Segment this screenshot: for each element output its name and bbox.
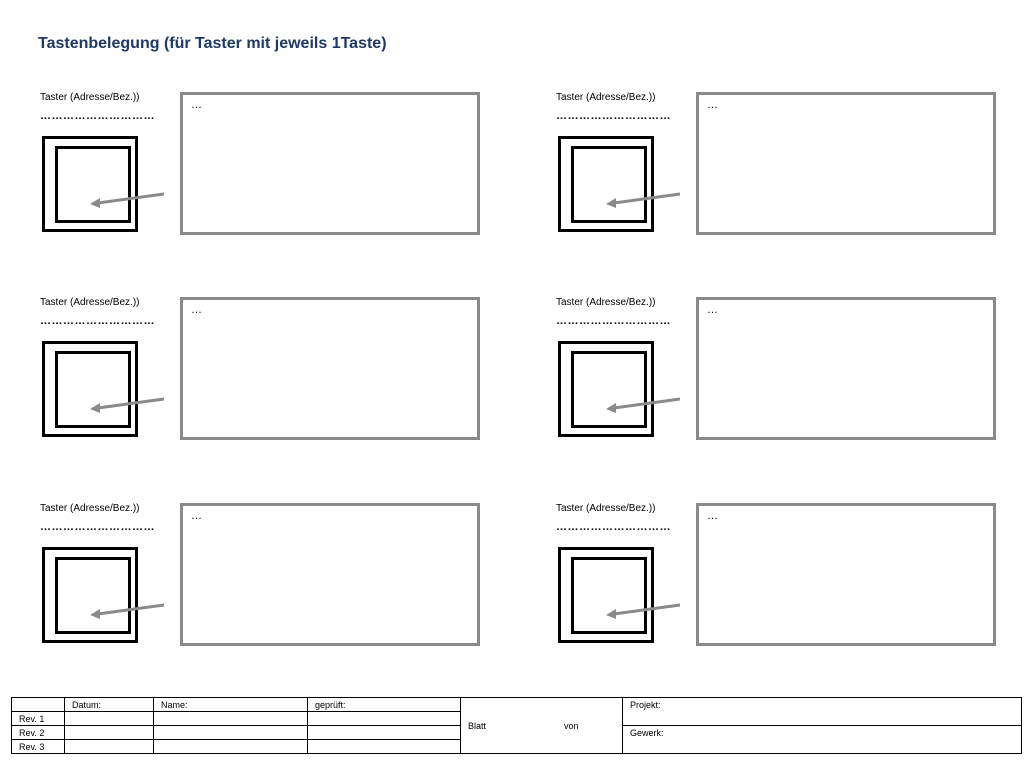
push-button-icon (558, 341, 654, 437)
blatt-label: Blatt (468, 720, 487, 731)
rev3-label: Rev. 3 (12, 740, 65, 754)
button-label: Taster (Adresse/Bez.)) (40, 297, 140, 308)
button-address-placeholder: ………………………… (40, 315, 155, 327)
push-button-icon (558, 136, 654, 232)
button-address-placeholder: ………………………… (40, 110, 155, 122)
rev1-name-cell[interactable] (154, 712, 308, 726)
assignment-box[interactable] (696, 92, 996, 235)
rev2-geprueft-cell[interactable] (308, 726, 461, 740)
page-title: Tastenbelegung (für Taster mit jeweils 1Taste) (38, 35, 387, 52)
name-header: Name: (154, 698, 308, 712)
rev2-name-cell[interactable] (154, 726, 308, 740)
push-button-icon (42, 341, 138, 437)
button-cell-4 (554, 297, 1024, 457)
push-button-icon (558, 547, 654, 643)
von-label: von (564, 720, 579, 731)
button-label: Taster (Adresse/Bez.)) (40, 503, 140, 514)
assignment-box[interactable] (180, 92, 480, 235)
push-button-icon (42, 136, 138, 232)
rev2-label: Rev. 2 (12, 726, 65, 740)
geprueft-header: geprüft: (308, 698, 461, 712)
rev1-datum-cell[interactable] (65, 712, 154, 726)
button-cell-5 (38, 503, 508, 663)
rev1-label: Rev. 1 (12, 712, 65, 726)
assignment-text: … (191, 510, 202, 522)
button-label: Taster (Adresse/Bez.)) (40, 92, 140, 103)
gewerk-label: Gewerk: (630, 728, 664, 738)
button-address-placeholder: ………………………… (556, 110, 671, 122)
button-cell-3 (38, 297, 508, 457)
button-cell-6 (554, 503, 1024, 663)
projekt-label: Projekt: (630, 700, 661, 710)
rev3-geprueft-cell[interactable] (308, 740, 461, 754)
assignment-box[interactable] (696, 297, 996, 440)
assignment-text: … (707, 99, 718, 111)
button-label: Taster (Adresse/Bez.)) (556, 297, 656, 308)
assignment-box[interactable] (696, 503, 996, 646)
sheet-number-cell (461, 698, 623, 754)
rev3-name-cell[interactable] (154, 740, 308, 754)
button-address-placeholder: ………………………… (556, 521, 671, 533)
button-cell-1 (38, 92, 508, 252)
title-block (11, 697, 1022, 754)
assignment-box[interactable] (180, 503, 480, 646)
pointer-arrow-icon (604, 192, 684, 212)
projekt-cell[interactable] (623, 698, 1022, 726)
gewerk-cell[interactable] (623, 726, 1022, 754)
assignment-text: … (707, 304, 718, 316)
button-label: Taster (Adresse/Bez.)) (556, 92, 656, 103)
pointer-arrow-icon (88, 192, 168, 212)
pointer-arrow-icon (604, 603, 684, 623)
button-label: Taster (Adresse/Bez.)) (556, 503, 656, 514)
footer-corner-cell (12, 698, 65, 712)
push-button-icon (42, 547, 138, 643)
assignment-text: … (707, 510, 718, 522)
button-cell-2 (554, 92, 1024, 252)
assignment-box[interactable] (180, 297, 480, 440)
assignment-text: … (191, 304, 202, 316)
rev1-geprueft-cell[interactable] (308, 712, 461, 726)
assignment-text: … (191, 99, 202, 111)
datum-header: Datum: (65, 698, 154, 712)
pointer-arrow-icon (88, 397, 168, 417)
rev3-datum-cell[interactable] (65, 740, 154, 754)
button-address-placeholder: ………………………… (556, 315, 671, 327)
button-address-placeholder: ………………………… (40, 521, 155, 533)
pointer-arrow-icon (604, 397, 684, 417)
pointer-arrow-icon (88, 603, 168, 623)
rev2-datum-cell[interactable] (65, 726, 154, 740)
